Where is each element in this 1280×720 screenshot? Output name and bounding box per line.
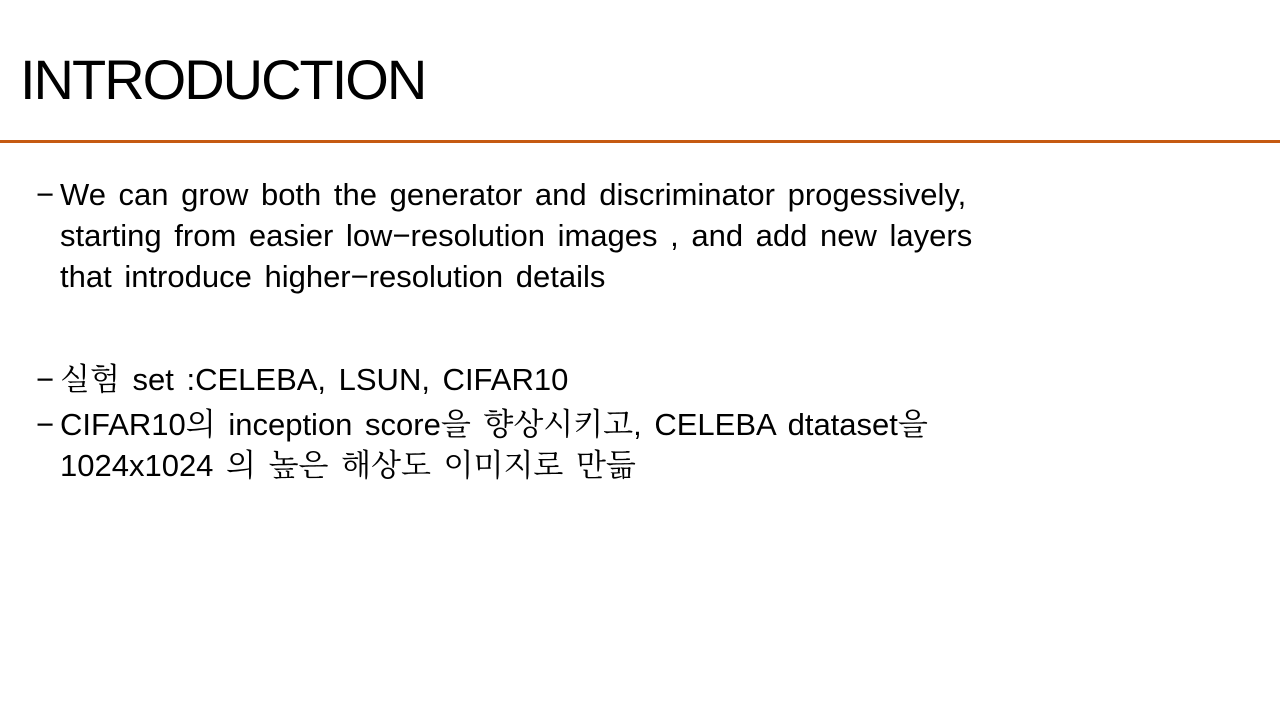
bullet-text-line: CIFAR10의 inception score을 향상시키고, CELEBA dtataset을 <box>60 407 928 442</box>
bullet-text-line: We can grow both the generator and discriminator progessively, <box>60 177 967 212</box>
bullet-text-line: that introduce higher−resolution details <box>60 259 606 294</box>
title-divider <box>0 140 1280 143</box>
bullet-dash: − <box>36 407 55 442</box>
bullet-item <box>36 174 1256 297</box>
bullet-text-line: 1024x1024 의 높은 해상도 이미지로 만듦 <box>60 448 636 483</box>
bullet-item <box>36 404 1256 486</box>
bullet-dash: − <box>36 362 55 397</box>
bullet-list <box>36 174 1256 486</box>
bullet-text-line: starting from easier low−resolution images , and add new layers <box>60 218 973 253</box>
bullet-item <box>36 359 1256 400</box>
bullet-dash: − <box>36 177 55 212</box>
slide-title: INTRODUCTION <box>20 48 426 111</box>
bullet-text-line: 실험 set :CELEBA, LSUN, CIFAR10 <box>60 362 569 397</box>
